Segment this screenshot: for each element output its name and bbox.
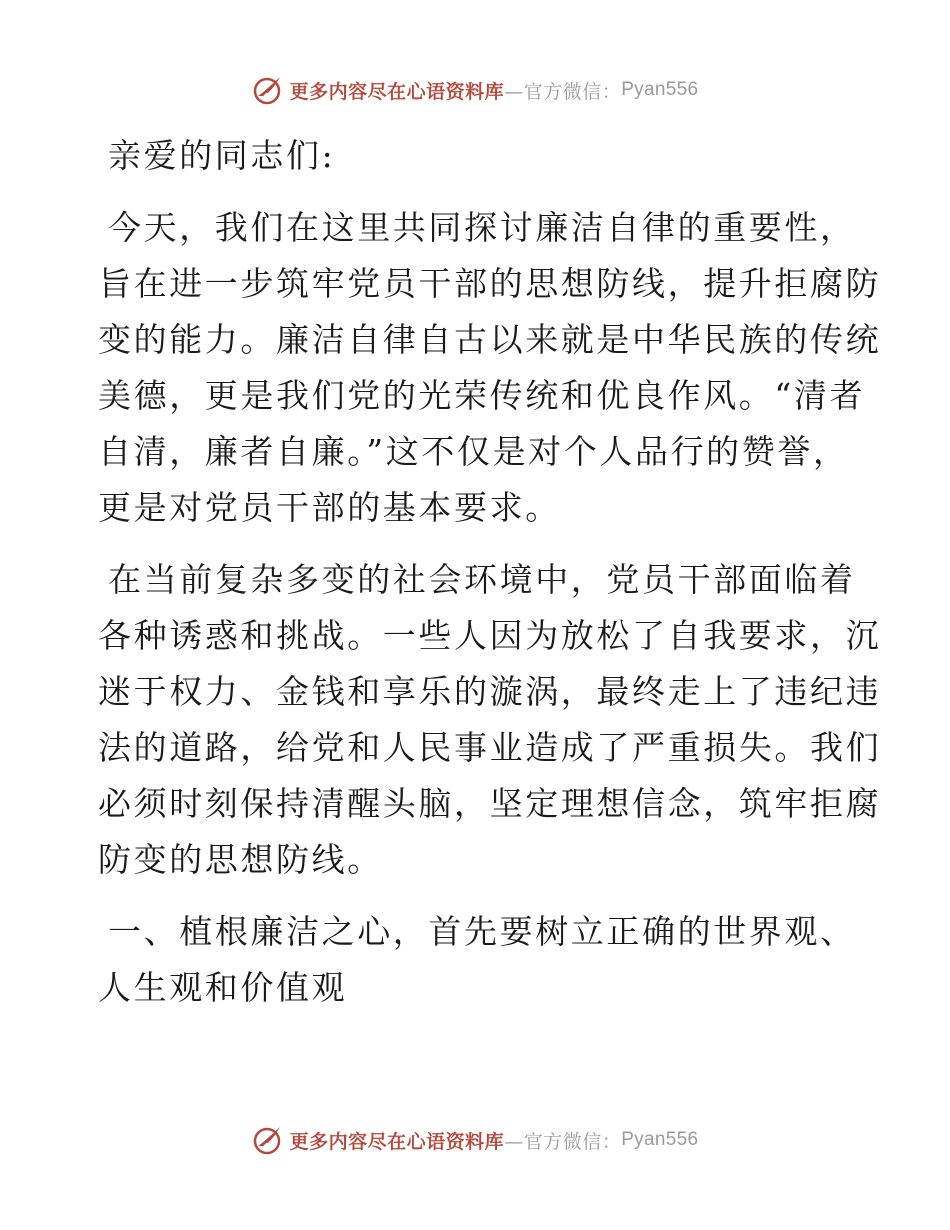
header-watermark [0, 70, 950, 110]
paragraph-line: 在当前复杂多变的社会环境中，党员干部面临着 [108, 560, 856, 599]
paragraph-line: 旨在进一步筑牢党员干部的思想防线，提升拒腐防 [98, 264, 882, 303]
paragraph-2 [98, 552, 882, 888]
footer-wechat-id: Pyan556 [621, 1129, 699, 1150]
header-brand-text: 更多内容尽在心语资料库 [289, 80, 505, 103]
paragraph-line: 必须时刻保持清醒头脑，坚定理想信念，筑牢拒腐 [98, 784, 882, 823]
quill-logo-icon [252, 1124, 284, 1156]
heading-line: 人生观和价值观 [98, 968, 348, 1007]
paragraph-1 [98, 200, 882, 536]
paragraph-line: 自清，廉者自廉。”这不仅是对个人品行的赞誉， [98, 432, 849, 471]
heading-line: 一、植根廉洁之心，首先要树立正确的世界观、 [108, 912, 856, 951]
footer-separator: —官方微信： [504, 1130, 622, 1153]
section-heading-1 [98, 904, 856, 1016]
paragraph-line: 法的道路，给党和人民事业造成了严重损失。我们 [98, 728, 882, 767]
footer-watermark [0, 1120, 950, 1160]
paragraph-line: 各种诱惑和挑战。一些人因为放松了自我要求，沉 [98, 616, 882, 655]
paragraph-line: 迷于权力、金钱和享乐的漩涡，最终走上了违纪违 [98, 672, 882, 711]
document-body [98, 128, 882, 1032]
quill-logo-icon [252, 74, 284, 106]
paragraph-line: 更是对党员干部的基本要求。 [98, 488, 561, 527]
footer-brand-text: 更多内容尽在心语资料库 [289, 1130, 505, 1153]
salutation: 亲爱的同志们: [108, 136, 336, 175]
header-wechat-id: Pyan556 [621, 79, 699, 100]
paragraph-line: 今天，我们在这里共同探讨廉洁自律的重要性， [108, 208, 856, 247]
header-separator: —官方微信： [504, 80, 622, 103]
paragraph-line: 防变的思想防线。 [98, 840, 383, 879]
paragraph-line: 变的能力。廉洁自律自古以来就是中华民族的传统 [98, 320, 882, 359]
paragraph-line: 美德，更是我们党的光荣传统和优良作风。“清者 [98, 376, 866, 415]
